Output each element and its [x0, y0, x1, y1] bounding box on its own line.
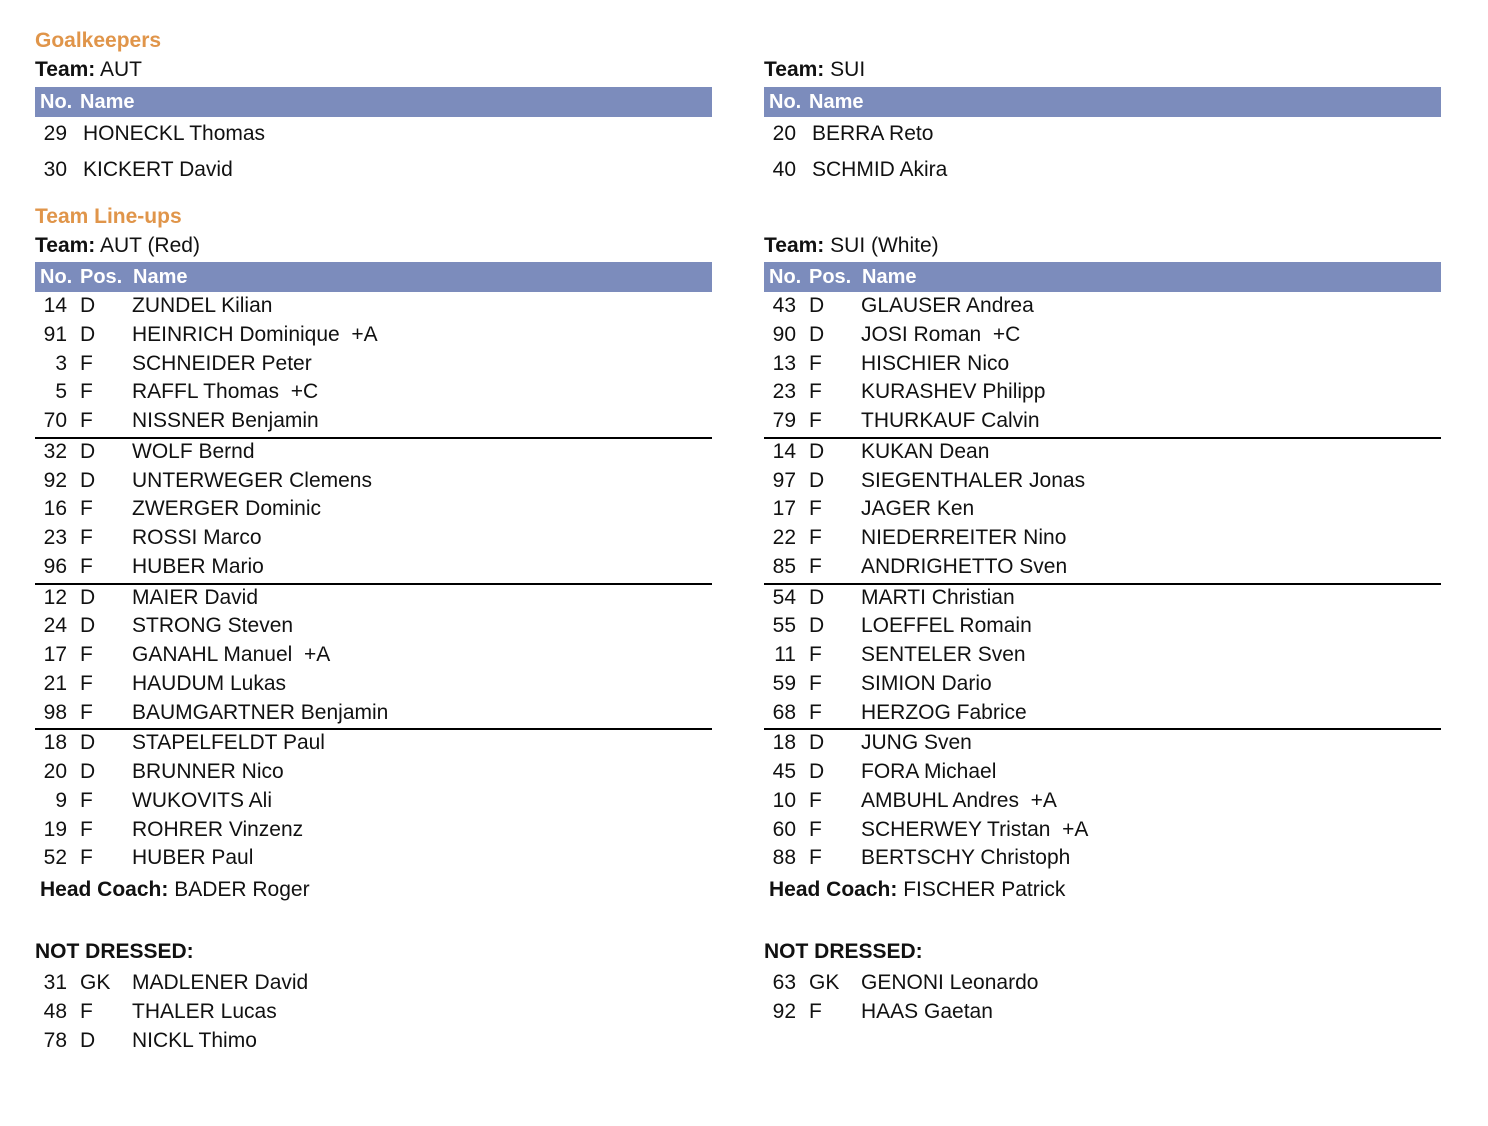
player-row — [35, 1028, 712, 1057]
gk-table-header — [35, 87, 712, 117]
head-coach-line — [769, 878, 1065, 902]
player-row — [764, 379, 1441, 408]
player-position: D — [809, 439, 825, 463]
player-number: 10 — [772, 788, 796, 812]
lineup-team-value: SUI (White) — [830, 234, 939, 257]
player-position: F — [809, 526, 822, 549]
player-position: F — [80, 643, 93, 666]
player-row — [764, 322, 1441, 351]
player-row — [35, 496, 712, 525]
player-name: MARTI Christian — [861, 585, 1015, 609]
player-row — [35, 293, 712, 322]
line-block — [764, 728, 1441, 874]
player-position: D — [80, 614, 96, 638]
goalkeeper-row — [764, 158, 1441, 194]
player-row — [764, 351, 1441, 380]
player-row — [35, 671, 712, 700]
player-row — [35, 585, 712, 614]
gk-team-value: SUI — [830, 58, 866, 81]
player-row — [35, 730, 712, 759]
line-block — [35, 583, 712, 729]
player-row — [35, 759, 712, 788]
player-position: D — [809, 614, 825, 638]
player-position: F — [809, 409, 822, 432]
head-coach-label: Head Coach: — [40, 878, 169, 901]
player-position: F — [80, 554, 93, 578]
player-number: 11 — [774, 643, 796, 666]
player-name: THALER Lucas — [132, 999, 277, 1023]
player-position: D — [80, 1028, 96, 1052]
player-row — [764, 408, 1441, 437]
player-position: F — [809, 817, 822, 841]
player-number: 21 — [43, 671, 67, 695]
player-name: UNTERWEGER Clemens — [132, 468, 372, 492]
player-row — [764, 496, 1441, 525]
player-number: 79 — [772, 409, 796, 432]
lineup-team-line — [35, 234, 200, 258]
player-number: 24 — [43, 614, 67, 638]
player-position: D — [80, 731, 96, 755]
player-name: ZWERGER Dominic — [132, 497, 322, 521]
goalkeeper-row — [35, 122, 712, 158]
player-row — [764, 788, 1441, 817]
gk-team-line — [764, 58, 865, 82]
player-row — [764, 700, 1441, 729]
player-row — [764, 439, 1441, 468]
player-position: F — [809, 846, 822, 870]
goalkeeper-row — [764, 122, 1441, 158]
player-number: 9 — [55, 788, 67, 812]
lineup-team-value: AUT (Red) — [99, 234, 200, 257]
player-position: D — [80, 760, 96, 783]
team-label: Team: — [764, 234, 825, 257]
player-name: FORA Michael — [861, 760, 997, 783]
player-position: F — [809, 351, 822, 375]
player-name: SENTELER Sven — [861, 643, 1026, 666]
player-row — [764, 525, 1441, 554]
player-number: 3 — [55, 351, 67, 375]
team-label: Team: — [35, 58, 96, 81]
player-name: AMBUHL Andres +A — [861, 788, 1057, 812]
player-position: F — [80, 788, 93, 812]
player-number: 18 — [772, 731, 796, 755]
player-name: ROSSI Marco — [132, 526, 262, 549]
player-name: HUBER Mario — [132, 554, 264, 578]
player-row — [35, 613, 712, 642]
player-position: F — [80, 846, 93, 870]
player-row — [764, 759, 1441, 788]
player-number: 40 — [772, 158, 796, 181]
player-name: GANAHL Manuel +A — [132, 643, 331, 666]
line-block — [35, 437, 712, 583]
player-number: 18 — [43, 731, 67, 755]
player-position: D — [809, 294, 825, 317]
player-name: JOSI Roman +C — [861, 322, 1021, 346]
player-number: 97 — [772, 468, 796, 492]
player-number: 31 — [43, 971, 67, 994]
player-name: JUNG Sven — [861, 731, 972, 755]
player-number: 78 — [43, 1028, 67, 1052]
lineup-table-header — [35, 262, 712, 292]
player-name: WUKOVITS Ali — [132, 788, 273, 812]
lineups-title: Team Line-ups — [35, 205, 182, 228]
player-name: HONECKL Thomas — [83, 122, 266, 145]
player-row — [35, 525, 712, 554]
goalkeepers-title: Goalkeepers — [35, 29, 162, 52]
player-position: D — [80, 322, 96, 346]
player-position: F — [80, 526, 93, 549]
col-header-no: No. — [40, 266, 73, 288]
not-dressed-list — [764, 970, 1441, 1028]
player-name: THURKAUF Calvin — [861, 409, 1040, 432]
player-position: D — [80, 468, 96, 492]
head-coach-name: FISCHER Patrick — [903, 878, 1066, 901]
player-number: 85 — [772, 554, 796, 578]
player-position: F — [80, 497, 93, 521]
player-name: SCHMID Akira — [812, 158, 948, 181]
head-coach-line — [40, 878, 310, 902]
col-header-no: No. — [769, 91, 802, 113]
player-row — [35, 845, 712, 874]
player-row — [764, 468, 1441, 497]
player-name: JAGER Ken — [861, 497, 975, 521]
lineup-table — [35, 293, 712, 874]
player-row — [764, 730, 1441, 759]
player-number: 60 — [772, 817, 796, 841]
player-row — [35, 788, 712, 817]
player-number: 14 — [43, 294, 67, 317]
player-position: D — [809, 585, 825, 609]
player-position: F — [809, 671, 822, 695]
head-coach-name: BADER Roger — [174, 878, 310, 901]
player-row — [764, 293, 1441, 322]
player-name: BAUMGARTNER Benjamin — [132, 700, 389, 724]
goalkeeper-row — [35, 158, 712, 194]
team-label: Team: — [35, 234, 96, 257]
player-number: 68 — [772, 700, 796, 724]
player-name: BERRA Reto — [812, 122, 934, 145]
player-name: STAPELFELDT Paul — [132, 731, 325, 755]
player-row — [35, 999, 712, 1028]
player-position: D — [80, 585, 96, 609]
player-name: ZUNDEL Kilian — [132, 294, 273, 317]
player-row — [35, 379, 712, 408]
player-name: STRONG Steven — [132, 614, 294, 638]
player-number: 92 — [43, 468, 67, 492]
player-name: HISCHIER Nico — [861, 351, 1010, 375]
player-position: F — [80, 351, 93, 375]
player-row — [764, 613, 1441, 642]
player-row — [35, 322, 712, 351]
player-name: MADLENER David — [132, 971, 309, 994]
player-row — [35, 642, 712, 671]
player-name: WOLF Bernd — [132, 439, 255, 463]
col-header-pos: Pos. — [80, 266, 123, 288]
player-row — [35, 817, 712, 846]
player-number: 20 — [43, 760, 67, 783]
player-row — [35, 468, 712, 497]
player-position: D — [80, 294, 96, 317]
line-block — [35, 293, 712, 437]
player-number: 23 — [772, 380, 796, 404]
col-header-no: No. — [769, 266, 802, 288]
player-name: HERZOG Fabrice — [861, 700, 1027, 724]
player-name: HEINRICH Dominique +A — [132, 322, 378, 346]
player-row — [764, 554, 1441, 583]
not-dressed-title: NOT DRESSED: — [764, 940, 923, 963]
player-position: D — [809, 731, 825, 755]
player-name: SCHNEIDER Peter — [132, 351, 312, 375]
gk-team-line — [35, 58, 142, 82]
player-name: KICKERT David — [83, 158, 233, 181]
player-number: 90 — [772, 322, 796, 346]
player-position: F — [809, 554, 822, 578]
player-name: NIEDERREITER Nino — [861, 526, 1067, 549]
player-number: 32 — [43, 439, 67, 463]
player-name: GENONI Leonardo — [861, 971, 1039, 994]
player-name: KURASHEV Philipp — [861, 380, 1046, 404]
line-block — [35, 728, 712, 874]
player-position: F — [80, 817, 93, 841]
player-number: 91 — [43, 322, 67, 346]
player-name: LOEFFEL Romain — [861, 614, 1032, 638]
player-position: GK — [809, 971, 840, 994]
player-number: 98 — [43, 700, 67, 724]
player-name: ROHRER Vinzenz — [132, 817, 304, 841]
player-number: 88 — [772, 846, 796, 870]
head-coach-label: Head Coach: — [769, 878, 898, 901]
player-row — [764, 845, 1441, 874]
player-number: 63 — [772, 971, 796, 994]
player-number: 70 — [43, 409, 67, 432]
player-row — [35, 408, 712, 437]
player-position: F — [809, 643, 822, 666]
gk-team-value: AUT — [99, 58, 142, 81]
player-position: GK — [80, 971, 111, 994]
player-row — [764, 585, 1441, 614]
player-number: 92 — [772, 999, 796, 1023]
player-row — [35, 439, 712, 468]
line-block — [764, 293, 1441, 437]
player-number: 13 — [772, 351, 796, 375]
player-number: 5 — [55, 380, 67, 404]
player-name: SIMION Dario — [861, 671, 992, 695]
player-number: 14 — [772, 439, 796, 463]
not-dressed-title: NOT DRESSED: — [35, 940, 194, 963]
player-name: KUKAN Dean — [861, 439, 990, 463]
player-row — [764, 642, 1441, 671]
col-header-pos: Pos. — [809, 266, 852, 288]
player-name: HAUDUM Lukas — [132, 671, 287, 695]
player-name: MAIER David — [132, 585, 259, 609]
player-position: D — [809, 760, 825, 783]
player-name: RAFFL Thomas +C — [132, 380, 319, 404]
player-row — [764, 671, 1441, 700]
not-dressed-list — [35, 970, 712, 1056]
player-number: 12 — [43, 585, 67, 609]
col-header-name: Name — [862, 266, 917, 288]
player-number: 96 — [43, 554, 67, 578]
player-position: F — [80, 700, 93, 724]
player-position: F — [809, 999, 822, 1023]
player-position: D — [80, 439, 96, 463]
line-block — [764, 437, 1441, 583]
player-position: F — [809, 700, 822, 724]
lineup-table — [764, 293, 1441, 874]
team-label: Team: — [764, 58, 825, 81]
lineup-table-header — [764, 262, 1441, 292]
lineup-team-line — [764, 234, 939, 258]
player-name: SIEGENTHALER Jonas — [861, 468, 1086, 492]
col-header-name: Name — [80, 91, 135, 113]
player-number: 30 — [43, 158, 67, 181]
col-header-name: Name — [133, 266, 188, 288]
player-row — [35, 351, 712, 380]
player-number: 17 — [43, 643, 67, 666]
player-number: 22 — [772, 526, 796, 549]
player-row — [35, 554, 712, 583]
player-number: 43 — [772, 294, 796, 317]
player-name: ANDRIGHETTO Sven — [861, 554, 1068, 578]
player-row — [764, 817, 1441, 846]
player-row — [35, 700, 712, 729]
player-number: 19 — [43, 817, 67, 841]
player-name: NICKL Thimo — [132, 1028, 257, 1052]
player-row — [764, 999, 1441, 1028]
player-position: D — [809, 468, 825, 492]
col-header-name: Name — [809, 91, 864, 113]
player-position: F — [809, 380, 822, 404]
player-position: F — [80, 999, 93, 1023]
player-name: BERTSCHY Christoph — [861, 846, 1071, 870]
player-position: F — [80, 380, 93, 404]
player-number: 16 — [43, 497, 67, 521]
player-number: 54 — [772, 585, 796, 609]
player-row — [764, 970, 1441, 999]
player-position: D — [809, 322, 825, 346]
player-name: NISSNER Benjamin — [132, 409, 319, 432]
col-header-no: No. — [40, 91, 73, 113]
player-name: GLAUSER Andrea — [861, 294, 1034, 317]
player-position: F — [809, 788, 822, 812]
player-row — [35, 970, 712, 999]
player-name: SCHERWEY Tristan +A — [861, 817, 1089, 841]
player-number: 17 — [772, 497, 796, 521]
player-position: F — [80, 409, 93, 432]
gk-table-header — [764, 87, 1441, 117]
player-number: 52 — [43, 846, 67, 870]
player-position: F — [80, 671, 93, 695]
player-number: 55 — [772, 614, 796, 638]
player-position: F — [809, 497, 822, 521]
player-number: 45 — [772, 760, 796, 783]
player-number: 59 — [772, 671, 796, 695]
player-name: HAAS Gaetan — [861, 999, 993, 1023]
player-number: 20 — [772, 122, 796, 145]
player-number: 29 — [43, 122, 67, 145]
player-number: 48 — [43, 999, 67, 1023]
player-number: 23 — [43, 526, 67, 549]
line-block — [764, 583, 1441, 729]
player-name: HUBER Paul — [132, 846, 254, 870]
player-name: BRUNNER Nico — [132, 760, 284, 783]
